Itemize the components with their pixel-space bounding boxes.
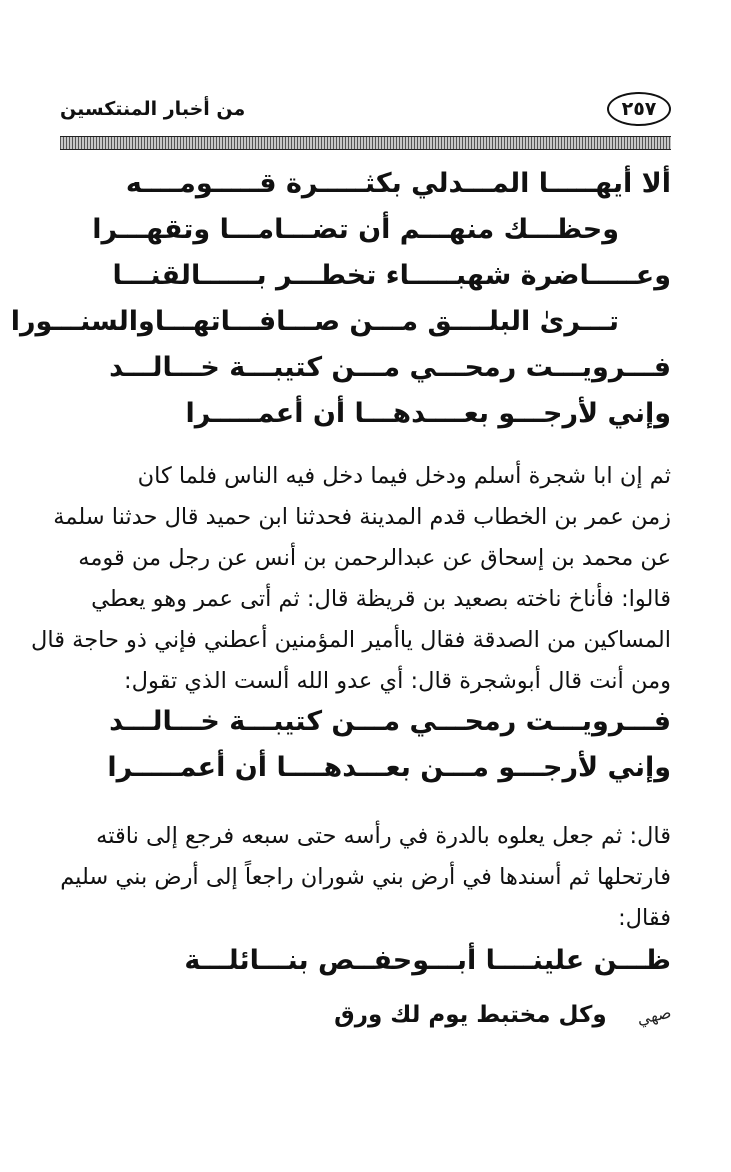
poetry-line: [60, 991, 671, 1039]
verse-text: وإني لأرجـــو مـــن بعـــدهــــا أن أعمـــــرا: [107, 752, 671, 783]
verse-text: فـــرويـــت رمحـــي مـــن كتيبـــة خـــالـــد: [109, 706, 671, 737]
page-header: [60, 92, 671, 136]
prose-line: فقال:: [618, 905, 671, 931]
verse-text: ظـــن علينــــا أبـــوحفــص بنـــائلـــة: [184, 945, 671, 976]
verse-text: تـــرىٰ البلــــق مـــن صـــافـــاتهـــاوالسنـــورا: [10, 306, 619, 337]
header-rule: [60, 136, 671, 150]
prose-paragraph: [60, 816, 671, 939]
poetry-line: [60, 706, 671, 752]
prose-line: ومن أنت قال أبوشجرة قال: أي عدو الله ألست الذي تقول:: [124, 668, 671, 694]
poetry-line: [60, 945, 671, 991]
verse-text: وكل مختبط يوم لك ورق: [334, 1002, 607, 1028]
book-title: من أخبار المنتكسين: [60, 98, 246, 120]
quoted-verse: [60, 706, 671, 798]
prose-line: زمن عمر بن الخطاب قدم المدينة فحدثنا ابن حميد قال حدثنا سلمة: [53, 504, 671, 530]
verse-text: وإني لأرجـــو بعــــدهـــا أن أعمـــــرا: [185, 398, 671, 429]
poetry-line: [60, 260, 671, 306]
final-verse: [60, 945, 671, 1039]
poetry-line: [60, 398, 671, 444]
page-number: ٢٥٧: [607, 92, 671, 126]
poetry-line: [60, 168, 671, 214]
prose-line: قال: ثم جعل يعلوه بالدرة في رأسه حتى سبعه فرجع إلى ناقته: [96, 823, 671, 849]
prose-paragraph: [31, 456, 671, 702]
verse-text: فـــرويـــت رمحـــي مـــن كتيبـــة خـــالـــد: [109, 352, 671, 383]
prose-line: قالوا: فأناخ ناخته بصعيد بن قريظة قال: ثم أتى عمر وهو يعطي: [91, 586, 671, 612]
poetry-line: [60, 752, 671, 798]
poetry-line: [60, 352, 671, 398]
page-content: [10, 168, 673, 1039]
verse-text: وحظـــك منهـــم أن تضـــامـــا وتقهـــرا: [92, 214, 619, 245]
poetry-line: [10, 306, 671, 352]
margin-note: صهي: [635, 1002, 673, 1028]
verse-text: وعـــــاضرة شهبـــــاء تخطـــر بــــــالقنـــا: [112, 260, 671, 291]
prose-line: عن محمد بن إسحاق عن عبدالرحمن بن أنس عن رجل من قومه: [78, 545, 671, 571]
prose-line: فارتحلها ثم أسندها في أرض بني شوران راجعاً إلى أرض بني سليم: [60, 864, 671, 890]
prose-line: المساكين من الصدقة فقال ياأمير المؤمنين أعطني فإني ذو حاجة قال: [31, 627, 671, 653]
poetry-line: [60, 214, 671, 260]
verse-text: ألا أيهـــــا المـــدلي بكثـــــرة قـــــومــــه: [125, 168, 671, 199]
prose-line: ثم إن ابا شجرة أسلم ودخل فيما دخل فيه الناس فلما كان: [137, 463, 671, 489]
